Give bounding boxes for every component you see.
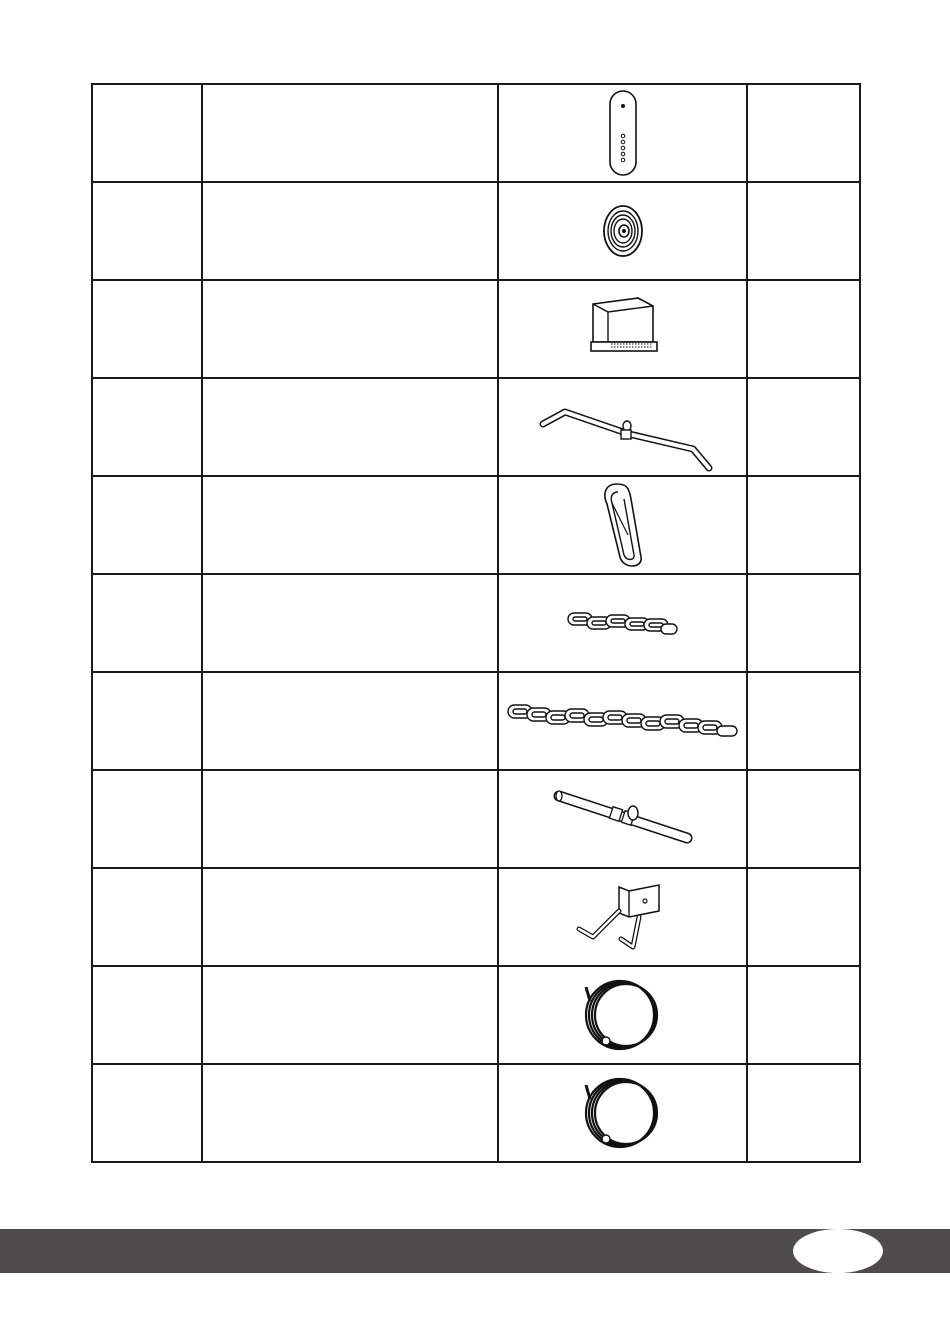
carabiner-hook-icon bbox=[598, 479, 648, 571]
part-image-cell bbox=[498, 476, 747, 574]
part-description bbox=[202, 868, 498, 966]
part-description bbox=[202, 770, 498, 868]
part-image-cell bbox=[498, 672, 747, 770]
part-description bbox=[202, 672, 498, 770]
end-cap-icon bbox=[583, 294, 663, 364]
part-quantity bbox=[747, 574, 860, 672]
part-description bbox=[202, 574, 498, 672]
part-number bbox=[92, 868, 202, 966]
short-chain-icon bbox=[565, 607, 681, 639]
part-number bbox=[92, 966, 202, 1064]
table-row bbox=[92, 84, 860, 182]
page-number-badge bbox=[793, 1229, 883, 1273]
pulley-wheel-icon bbox=[598, 201, 648, 261]
part-number bbox=[92, 1064, 202, 1162]
part-number bbox=[92, 476, 202, 574]
table-row bbox=[92, 476, 860, 574]
part-quantity bbox=[747, 672, 860, 770]
table-row bbox=[92, 770, 860, 868]
part-number bbox=[92, 672, 202, 770]
coiled-cable-icon bbox=[580, 975, 666, 1055]
table-row bbox=[92, 574, 860, 672]
table-row bbox=[92, 182, 860, 280]
part-image-cell bbox=[498, 378, 747, 476]
table-row bbox=[92, 280, 860, 378]
part-description bbox=[202, 476, 498, 574]
coiled-cable-icon bbox=[580, 1073, 666, 1153]
part-image-cell bbox=[498, 1064, 747, 1162]
part-quantity bbox=[747, 1064, 860, 1162]
part-description bbox=[202, 182, 498, 280]
part-quantity bbox=[747, 378, 860, 476]
part-number bbox=[92, 84, 202, 182]
leg-hook-bracket-icon bbox=[571, 881, 675, 953]
table-row bbox=[92, 1064, 860, 1162]
part-number bbox=[92, 182, 202, 280]
part-description bbox=[202, 378, 498, 476]
table-row bbox=[92, 966, 860, 1064]
lat-bar-icon bbox=[533, 382, 713, 472]
part-image-cell bbox=[498, 84, 747, 182]
straight-handle-bar-icon bbox=[551, 786, 695, 852]
table-row bbox=[92, 868, 860, 966]
part-number bbox=[92, 574, 202, 672]
part-quantity bbox=[747, 280, 860, 378]
part-number bbox=[92, 770, 202, 868]
part-quantity bbox=[747, 182, 860, 280]
table-row bbox=[92, 672, 860, 770]
part-quantity bbox=[747, 966, 860, 1064]
part-image-cell bbox=[498, 966, 747, 1064]
part-image-cell bbox=[498, 280, 747, 378]
part-description bbox=[202, 280, 498, 378]
part-number bbox=[92, 378, 202, 476]
part-description bbox=[202, 1064, 498, 1162]
part-image-cell bbox=[498, 770, 747, 868]
part-quantity bbox=[747, 476, 860, 574]
long-chain-icon bbox=[505, 699, 741, 743]
part-image-cell bbox=[498, 182, 747, 280]
table-row bbox=[92, 378, 860, 476]
part-quantity bbox=[747, 770, 860, 868]
parts-table bbox=[91, 83, 861, 1163]
part-image-cell bbox=[498, 868, 747, 966]
part-image-cell bbox=[498, 574, 747, 672]
part-description bbox=[202, 84, 498, 182]
part-quantity bbox=[747, 84, 860, 182]
part-quantity bbox=[747, 868, 860, 966]
part-number bbox=[92, 280, 202, 378]
flat-plate-icon bbox=[603, 88, 643, 178]
part-description bbox=[202, 966, 498, 1064]
